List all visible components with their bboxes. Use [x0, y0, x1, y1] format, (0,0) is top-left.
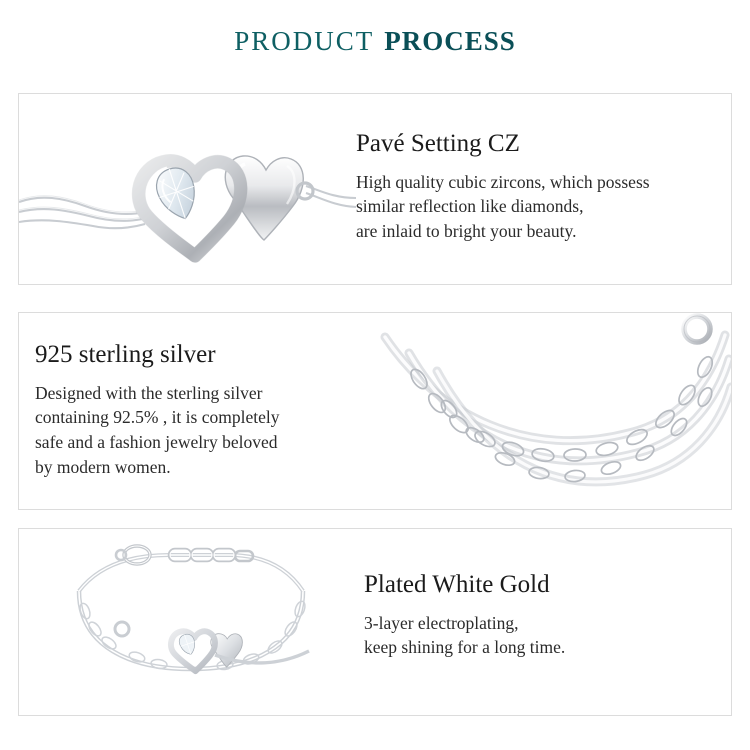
- panel-body-line: safe and a fashion jewelry beloved: [35, 432, 278, 453]
- panel-plated-white-gold: [18, 528, 732, 716]
- panel-body-line: containing 92.5% , it is completely: [35, 407, 280, 428]
- panel-title: 925 sterling silver: [35, 341, 216, 368]
- panel-body-line: 3-layer electroplating,: [364, 612, 519, 633]
- page-title-part2: PROCESS: [384, 26, 516, 56]
- panel-body: [364, 611, 714, 661]
- panel-pave-setting-cz: [18, 93, 732, 285]
- panel-925-sterling-silver: [18, 312, 732, 510]
- panel-body-line: by modern women.: [35, 457, 171, 478]
- full-bracelet-with-heart-charm-image: [19, 529, 364, 715]
- panel-body-line: are inlaid to bright your beauty.: [356, 221, 577, 242]
- interlocking-hearts-pendant-closeup-image: [19, 94, 356, 284]
- panel-text-pave-setting-cz: [356, 130, 706, 244]
- panel-title: Plated White Gold: [364, 571, 550, 598]
- panel-body-line: keep shining for a long time.: [364, 637, 566, 658]
- panel-body: [35, 381, 385, 480]
- page-title: [0, 0, 750, 57]
- panel-text-925-sterling-silver: [35, 341, 385, 480]
- panel-title: Pavé Setting CZ: [356, 130, 520, 157]
- panel-body-line: Designed with the sterling silver: [35, 382, 263, 403]
- page-title-part1: PRODUCT: [234, 26, 375, 56]
- panel-body-line: similar reflection like diamonds,: [356, 196, 584, 217]
- silver-chain-closeup-image: [379, 313, 731, 509]
- panel-text-plated-white-gold: [364, 571, 714, 660]
- panel-body-line: High quality cubic zircons, which possess: [356, 171, 650, 192]
- panel-body: [356, 170, 706, 245]
